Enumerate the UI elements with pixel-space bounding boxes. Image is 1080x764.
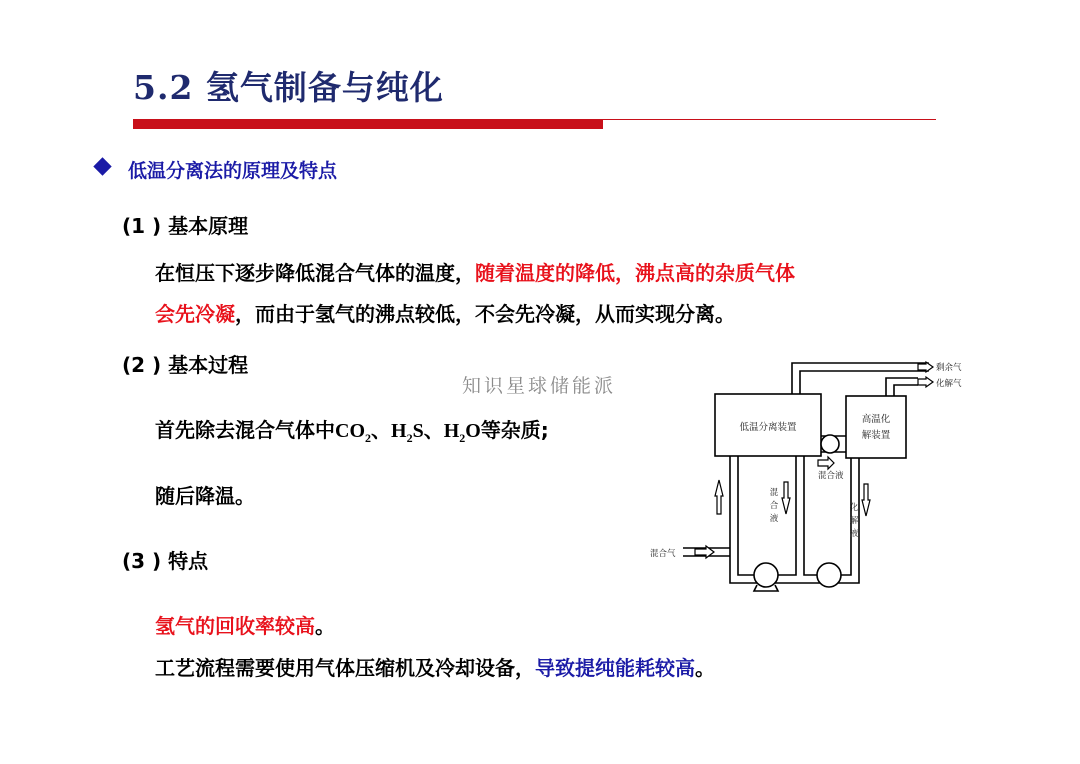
arrow-right-icon [918,377,933,387]
arrow-down-icon [782,482,790,514]
low-temp-unit-label: 低温分离装置 [739,422,797,433]
feature-line-2 [155,652,715,681]
principle-line-1-highlight: 随着温度的降低，沸点高的杂质气体 [475,261,795,285]
feature-line-1-end: 。 [315,614,335,638]
pump-left [754,563,778,587]
separator: 、 [423,418,444,442]
features-label: (3 ) 特点 [122,549,209,573]
h2s-subscript: 2 [406,431,413,445]
process-flow-diagram [648,358,972,603]
watermark: 知识星球储能派 [462,375,617,397]
h2s-formula [391,420,424,445]
desorbed-gas-pipe-inner [894,385,918,396]
desorbed-gas-label: 化解气 [936,379,962,389]
arrow-right-icon [918,362,933,372]
process-step-1-suffix: 等杂质; [480,418,549,442]
mixed-liquid-label: 混合液 [818,471,844,481]
desorbed-liquid-v-1: 化 [849,503,859,513]
principle-line-2-text: ，而由于氢气的沸点较低，不会先冷凝，从而实现分离。 [235,302,735,326]
feature-line-2-text: 工艺流程需要使用气体压缩机及冷却设备， [155,656,535,680]
high-temp-desorption-unit [846,396,906,458]
desorbed-gas-pipe [886,378,918,396]
remaining-gas-pipe-inner [800,368,928,394]
title-underline-thick [133,119,603,129]
separator: 、 [371,418,391,442]
h2o-formula [443,420,481,445]
pump-right [817,563,841,587]
arrow-down-icon [862,484,870,516]
remaining-gas-label: 剩余气 [936,363,962,373]
feature-line-2-end: 。 [695,656,715,680]
h2o-subscript: 2 [459,431,466,445]
h2s-text-b: S [412,420,424,442]
mixed-liquid-v-2: 合 [769,501,779,511]
feature-line-1-highlight: 氢气的回收率较高 [155,614,315,638]
principle-label: (1 ) 基本原理 [122,214,249,238]
co2-text: CO [335,420,365,442]
h2o-text-a: H [443,420,460,442]
co2-formula [335,420,371,445]
page-title: 5.2 氢气制备与纯化 [133,68,444,107]
co2-subscript: 2 [365,431,371,445]
process-step-1 [155,414,549,446]
principle-line-2 [155,298,735,327]
principle-line-2-highlight: 会先冷凝 [155,302,235,326]
desorbed-liquid-v-3: 液 [849,529,859,539]
process-step-2: 随后降温。 [155,484,255,508]
process-step-1-prefix: 首先除去混合气体中 [155,418,335,442]
left-loop-inner [738,456,796,575]
feature-line-2-highlight: 导致提纯能耗较高 [535,656,695,680]
mixed-liquid-v-3: 液 [769,514,779,524]
arrow-right-icon [818,457,834,469]
h2s-text-a: H [391,420,407,442]
desorbed-liquid-v-2: 解 [849,516,859,526]
h2o-text-b: O [465,420,481,442]
principle-line-1-text: 在恒压下逐步降低混合气体的温度， [155,261,475,285]
high-temp-unit-label-2: 解装置 [861,430,891,441]
principle-line-1 [155,257,795,286]
mixed-gas-label: 混合气 [650,549,676,559]
arrow-up-icon [715,480,723,514]
mixed-liquid-v-1: 混 [769,488,779,498]
feature-line-1 [155,610,335,639]
diamond-bullet-icon [93,157,111,175]
high-temp-unit-label-1: 高温化 [861,414,891,425]
process-label: (2 ) 基本过程 [122,353,249,377]
section-heading: 低温分离法的原理及特点 [128,160,338,182]
valve-middle [821,435,839,453]
